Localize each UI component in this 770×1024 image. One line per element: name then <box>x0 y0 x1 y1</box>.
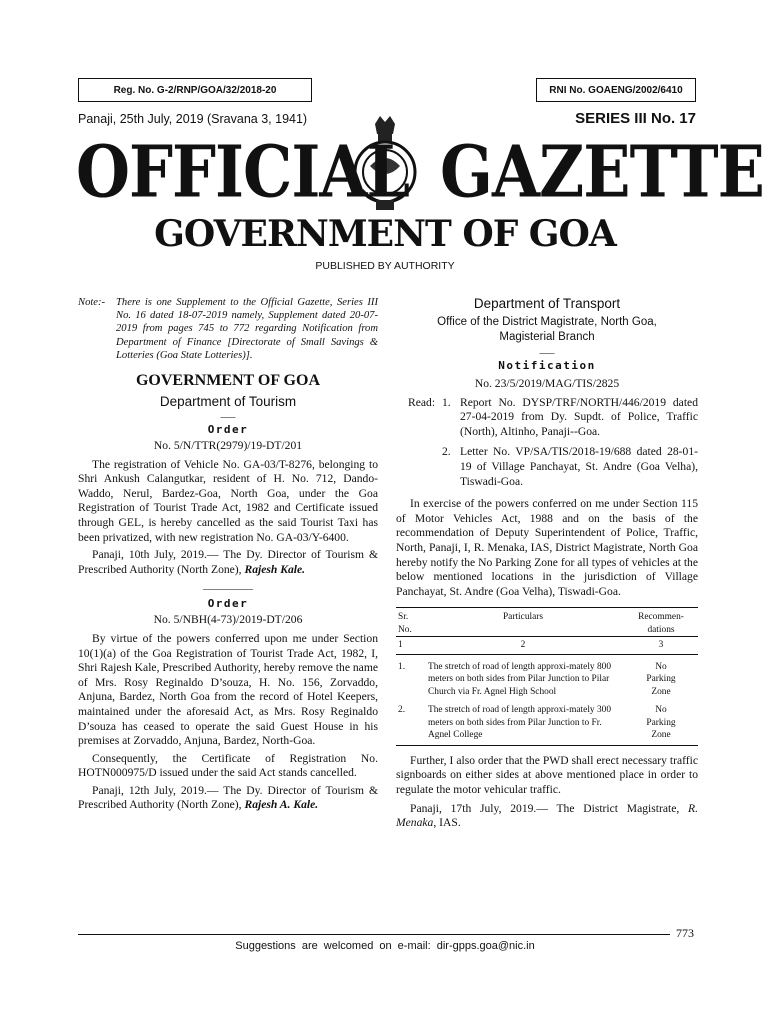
signatory-name: Rajesh Kale. <box>244 562 306 576</box>
signature-suffix: IAS. <box>439 816 461 830</box>
read-text: Report No. DYSP/TRF/NORTH/446/2019 dated 27-04-2019 from Dy. Supdt. of Police, Traffic (North), Altinho, Panaji--Goa. <box>460 395 698 438</box>
read-item <box>396 445 698 489</box>
reg-number: Reg. No. G-2/RNP/GOA/32/2018-20 <box>113 84 277 96</box>
order-label: Order <box>207 423 249 437</box>
rni-number-box <box>536 78 696 102</box>
order-paragraph: Consequently, the Certificate of Registration No. HOTN000975/D issued under the said Act stands cancelled. <box>78 751 378 780</box>
header-cell: Sr. No. <box>398 612 412 635</box>
read-number: 1. <box>442 395 451 409</box>
divider: ___ <box>220 408 236 420</box>
notification-signature <box>396 802 698 831</box>
row-number: 2. <box>398 705 406 716</box>
masthead-gazette: GAZETTE <box>440 129 764 214</box>
note-label: Note:- <box>78 297 106 308</box>
date-line: Panaji, 25th July, 2019 (Sravana 3, 1941) <box>78 112 308 126</box>
page-number: 773 <box>676 926 694 940</box>
reg-number-box <box>78 78 312 102</box>
index-cell: 2 <box>520 640 526 651</box>
read-text: Letter No. VP/SA/TIS/2018-19/688 dated 28-01-19 of Village Panchayat, St. Andre (Goa Velha), Tiswadi-Goa. <box>460 445 698 488</box>
office-name: Office of the District Magistrate, North Goa, Magisterial Branch <box>437 316 657 343</box>
government-heading: GOVERNMENT OF GOA <box>135 372 320 390</box>
order-signature <box>78 548 378 577</box>
signatory-name: Rajesh A. Kale. <box>244 798 319 812</box>
row-recommendation: No Parking Zone <box>646 661 676 697</box>
signature-text: Panaji, 10th July, 2019.— The Dy. Director of Tourism & Prescribed Authority (North Zone), <box>78 548 378 576</box>
divider: ___ <box>539 344 555 355</box>
notification-label: Notification <box>498 359 596 372</box>
right-column <box>396 296 698 831</box>
header-cell: Particulars <box>502 612 544 623</box>
divider: __________ <box>203 580 253 592</box>
table-index-row <box>396 637 698 655</box>
order-paragraph: By virtue of the powers conferred upon me under Section 10(1)(a) of the Goa Registration of Tourist Trade Act, 1982, I, Shri Rajesh Kale, Prescribed Authority, hereby remove the name of Mrs. Rosy Reginaldo D’souza, H. No. 156, Zorvaddo, Anjuna, Bardez, North Goa from the record of Hotel Keepers, maintained under the aforesaid Act, as Mrs. Rosy Reginaldo D’souza has ceased to operate the said Guest House in his premises at Zorvaddo, Anjuna, Bardez, North-Goa. <box>78 631 378 748</box>
index-cell: 1 <box>398 640 403 651</box>
row-number: 1. <box>398 661 406 672</box>
notification-paragraph: In exercise of the powers conferred on me under Section 115 of Motor Vehicles Act, 1988 and on the basis of the recommendation of Deputy Superintendent of Police, Traffic, North, Panaji, I, R. Menaka, IAS, District Magistrate, North Goa hereby notify the No Parking Zone for all types of vehicles at the below mentioned locations in the jurisdiction of Village Panchayat, St. Andre (Goa Velha), Tiswadi-Goa. <box>396 497 698 598</box>
index-cell: 3 <box>658 640 664 651</box>
signature-text: Panaji, 17th July, 2019.— The District Magistrate, <box>410 801 680 815</box>
signature-text: Panaji, 12th July, 2019.— The Dy. Director of Tourism & Prescribed Authority (North Zone), <box>78 783 378 812</box>
supplement-note <box>78 296 378 362</box>
row-particulars: The stretch of road of length approxi-mately 300 meters on both sides from Pilar Junction to Fr. Agnel College <box>428 705 612 741</box>
order-paragraph: The registration of Vehicle No. GA-03/T-8276, belonging to Shri Ankush Calangutkar, resident of H. No. 712, Dando-Waddo, Nerul, Bardez-Goa, North Goa, under the Goa Registration of Tourist Trade Act, 1982 and Certificate issued through GEL, is hereby cancelled as the said Tourist Taxi has been privatized, with new registration No. GA-03/Y-6400. <box>78 457 378 544</box>
note-text: There is one Supplement to the Official Gazette, Series III No. 16 dated 18-07-2019 namely, Supplement dated 20-07-2019 from pages 745 to 772 regarding Notification from Department of Finance [Directorate of Small Savings & Lotteries (Goa State Lotteries)]. <box>116 297 378 361</box>
masthead-subtitle: GOVERNMENT OF GOA <box>154 213 616 255</box>
department-transport: Department of Transport <box>473 296 621 311</box>
table-row <box>396 698 698 745</box>
footer-suggestion <box>0 940 770 952</box>
header-cell: Recommen-dations <box>638 612 684 635</box>
read-spacer <box>396 445 442 489</box>
order-number: No. 5/NBH(4-73)/2019-DT/206 <box>153 613 303 627</box>
rni-number: RNI No. GOAENG/2002/6410 <box>549 84 683 96</box>
read-number: 2. <box>442 445 451 459</box>
read-item <box>396 396 698 440</box>
footer-rule <box>78 934 670 935</box>
signatory-name: R. Menaka, <box>396 801 698 830</box>
order-number: No. 5/N/TTR(2979)/19-DT/201 <box>153 439 303 453</box>
suggestion-text: Suggestions are welcomed on e-mail: dir-gpps.goa@nic.in <box>235 940 535 952</box>
table-row <box>396 654 698 698</box>
read-label: Read: <box>408 395 436 409</box>
row-particulars: The stretch of road of length approxi-mately 800 meters on both sides from Pilar Junction to Pilar Church via Fr. Agnel High School <box>428 661 612 697</box>
table-header-row <box>396 608 698 637</box>
department-tourism: Department of Tourism <box>159 394 297 410</box>
series-number: SERIES III No. 17 <box>575 110 696 127</box>
notification-number: No. 23/5/2019/MAG/TIS/2825 <box>474 377 620 390</box>
masthead-official: OFFICIAL <box>76 129 410 214</box>
order-label: Order <box>207 597 249 611</box>
no-parking-table <box>396 607 698 746</box>
published-by-authority: PUBLISHED BY AUTHORITY <box>315 260 455 272</box>
notification-paragraph: Further, I also order that the PWD shall erect necessary traffic signboards on either sides at above mentioned place in order to regulate the motor vehicular traffic. <box>396 753 698 796</box>
left-column <box>78 296 378 813</box>
row-recommendation: No Parking Zone <box>646 705 676 741</box>
order-signature <box>78 784 378 813</box>
